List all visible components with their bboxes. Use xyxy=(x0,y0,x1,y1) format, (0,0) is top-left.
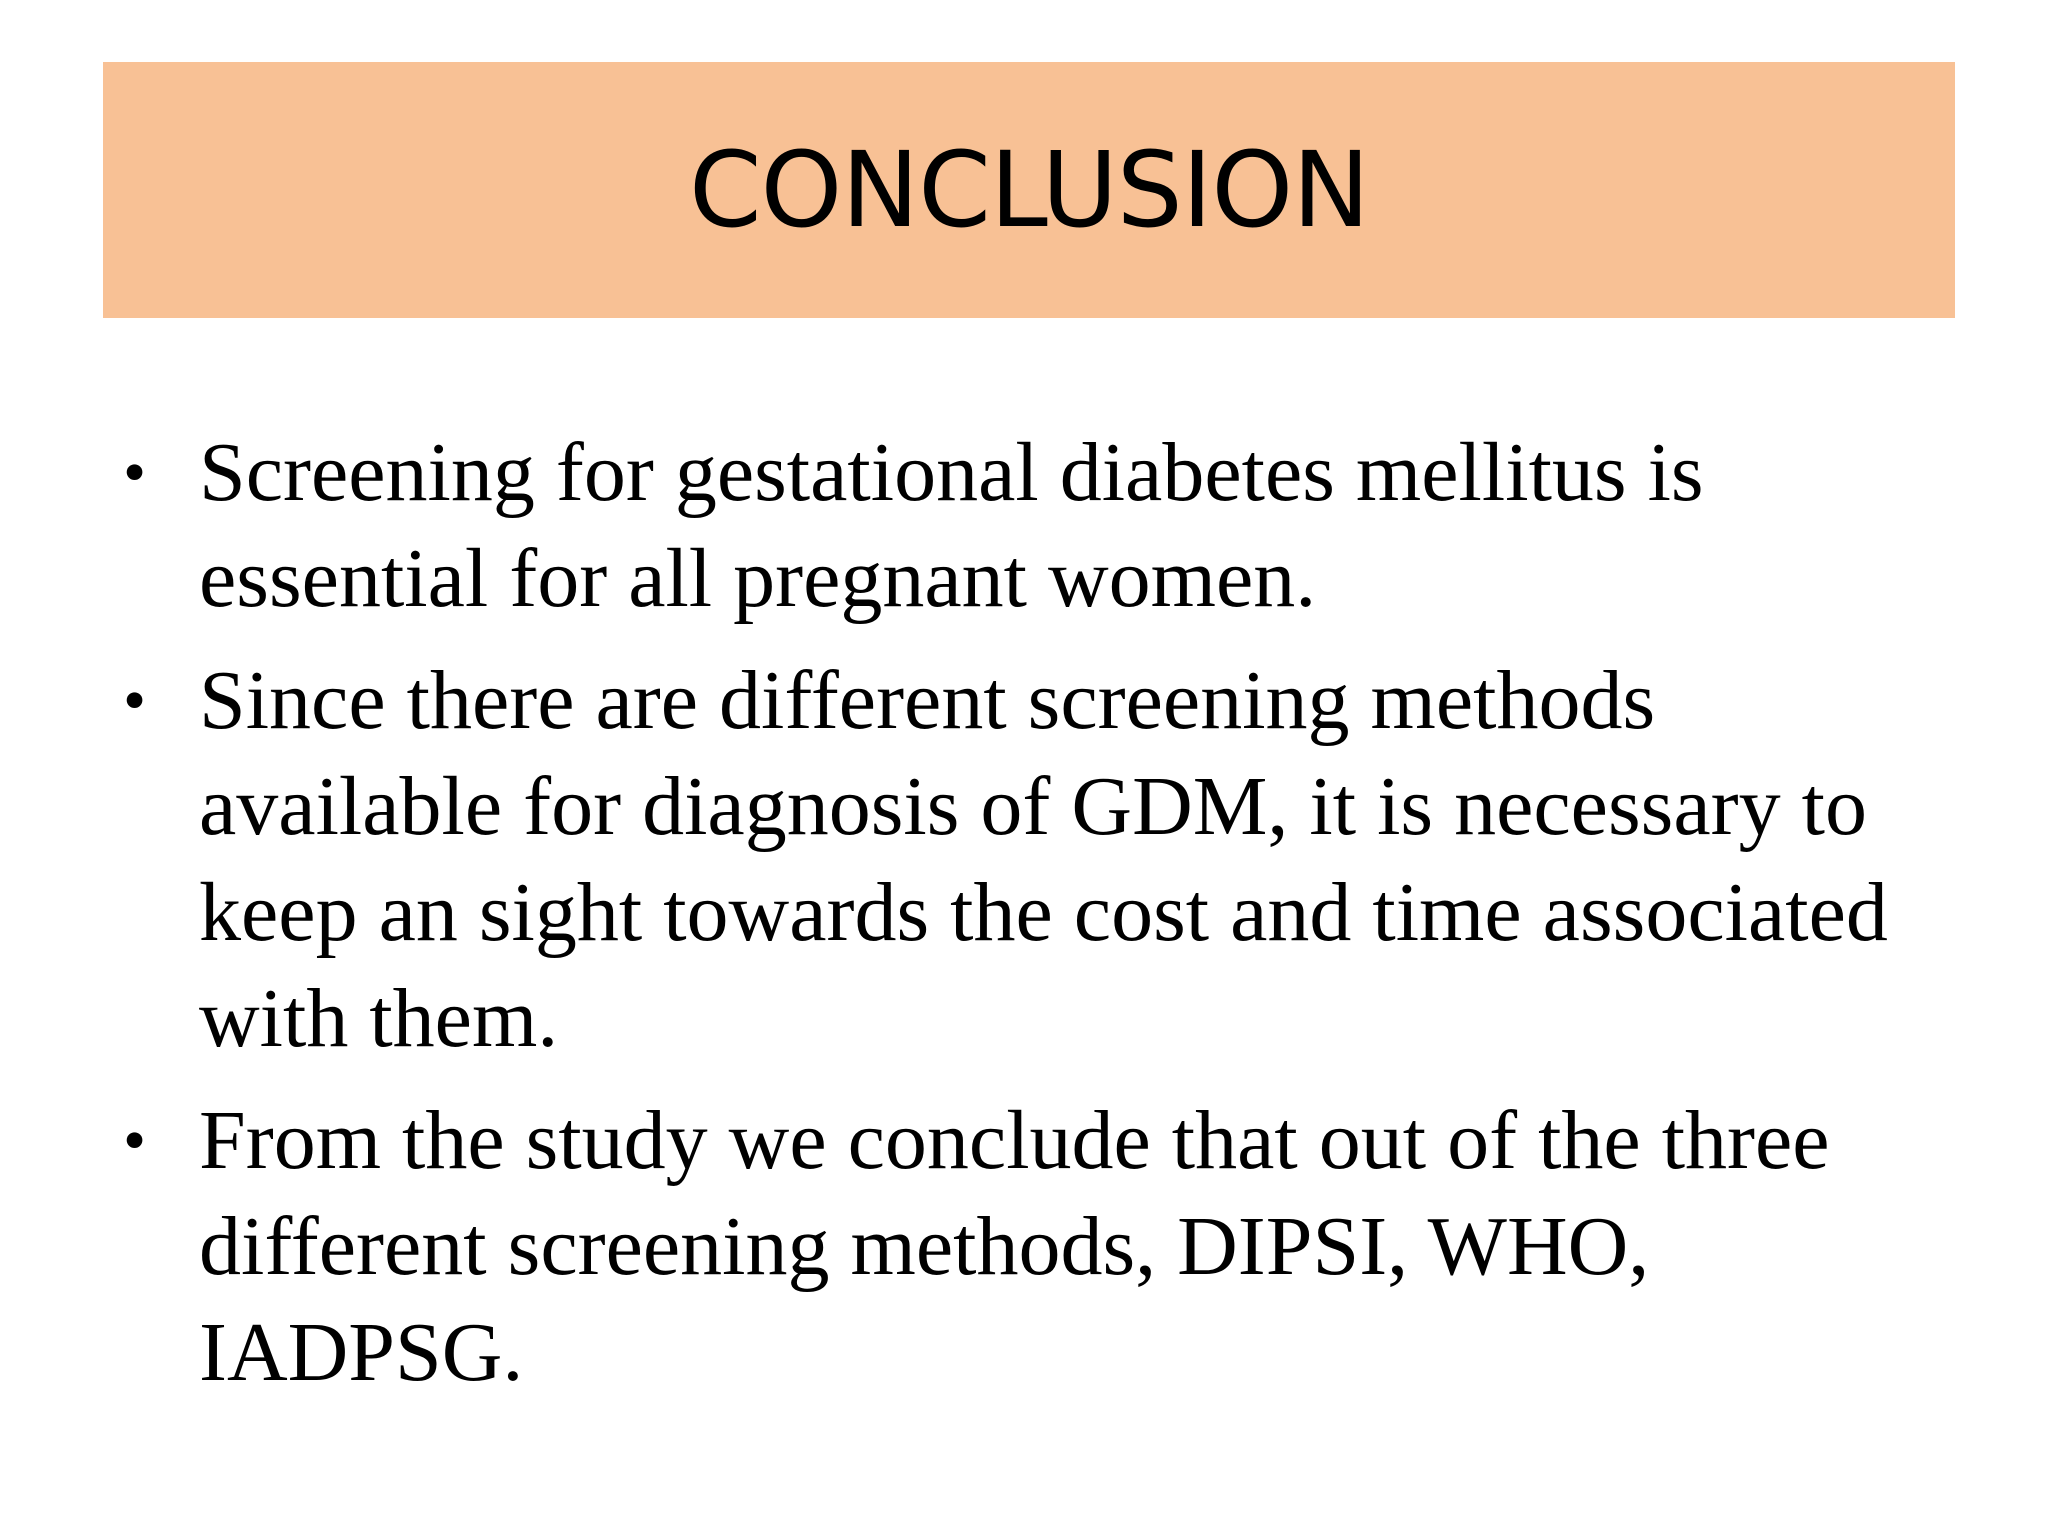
bullet-marker-icon: • xyxy=(123,1104,147,1177)
slide-title: CONCLUSION xyxy=(688,129,1370,251)
bullet-list xyxy=(123,420,1923,1422)
bullet-item xyxy=(123,648,1923,1072)
bullet-text: Since there are different screening methods available for diagnosis of GDM, it is necessary to keep an sight towards the cost and time associated with them. xyxy=(199,654,1888,1065)
bullet-item xyxy=(123,1088,1923,1406)
bullet-text: Screening for gestational diabetes mellitus is essential for all pregnant women. xyxy=(199,426,1704,625)
bullet-item xyxy=(123,420,1923,632)
bullet-marker-icon: • xyxy=(123,664,147,737)
title-bar xyxy=(103,62,1955,318)
bullet-text: From the study we conclude that out of the three different screening methods, DIPSI, WHO, IADPSG. xyxy=(199,1094,1830,1399)
bullet-marker-icon: • xyxy=(123,436,147,509)
